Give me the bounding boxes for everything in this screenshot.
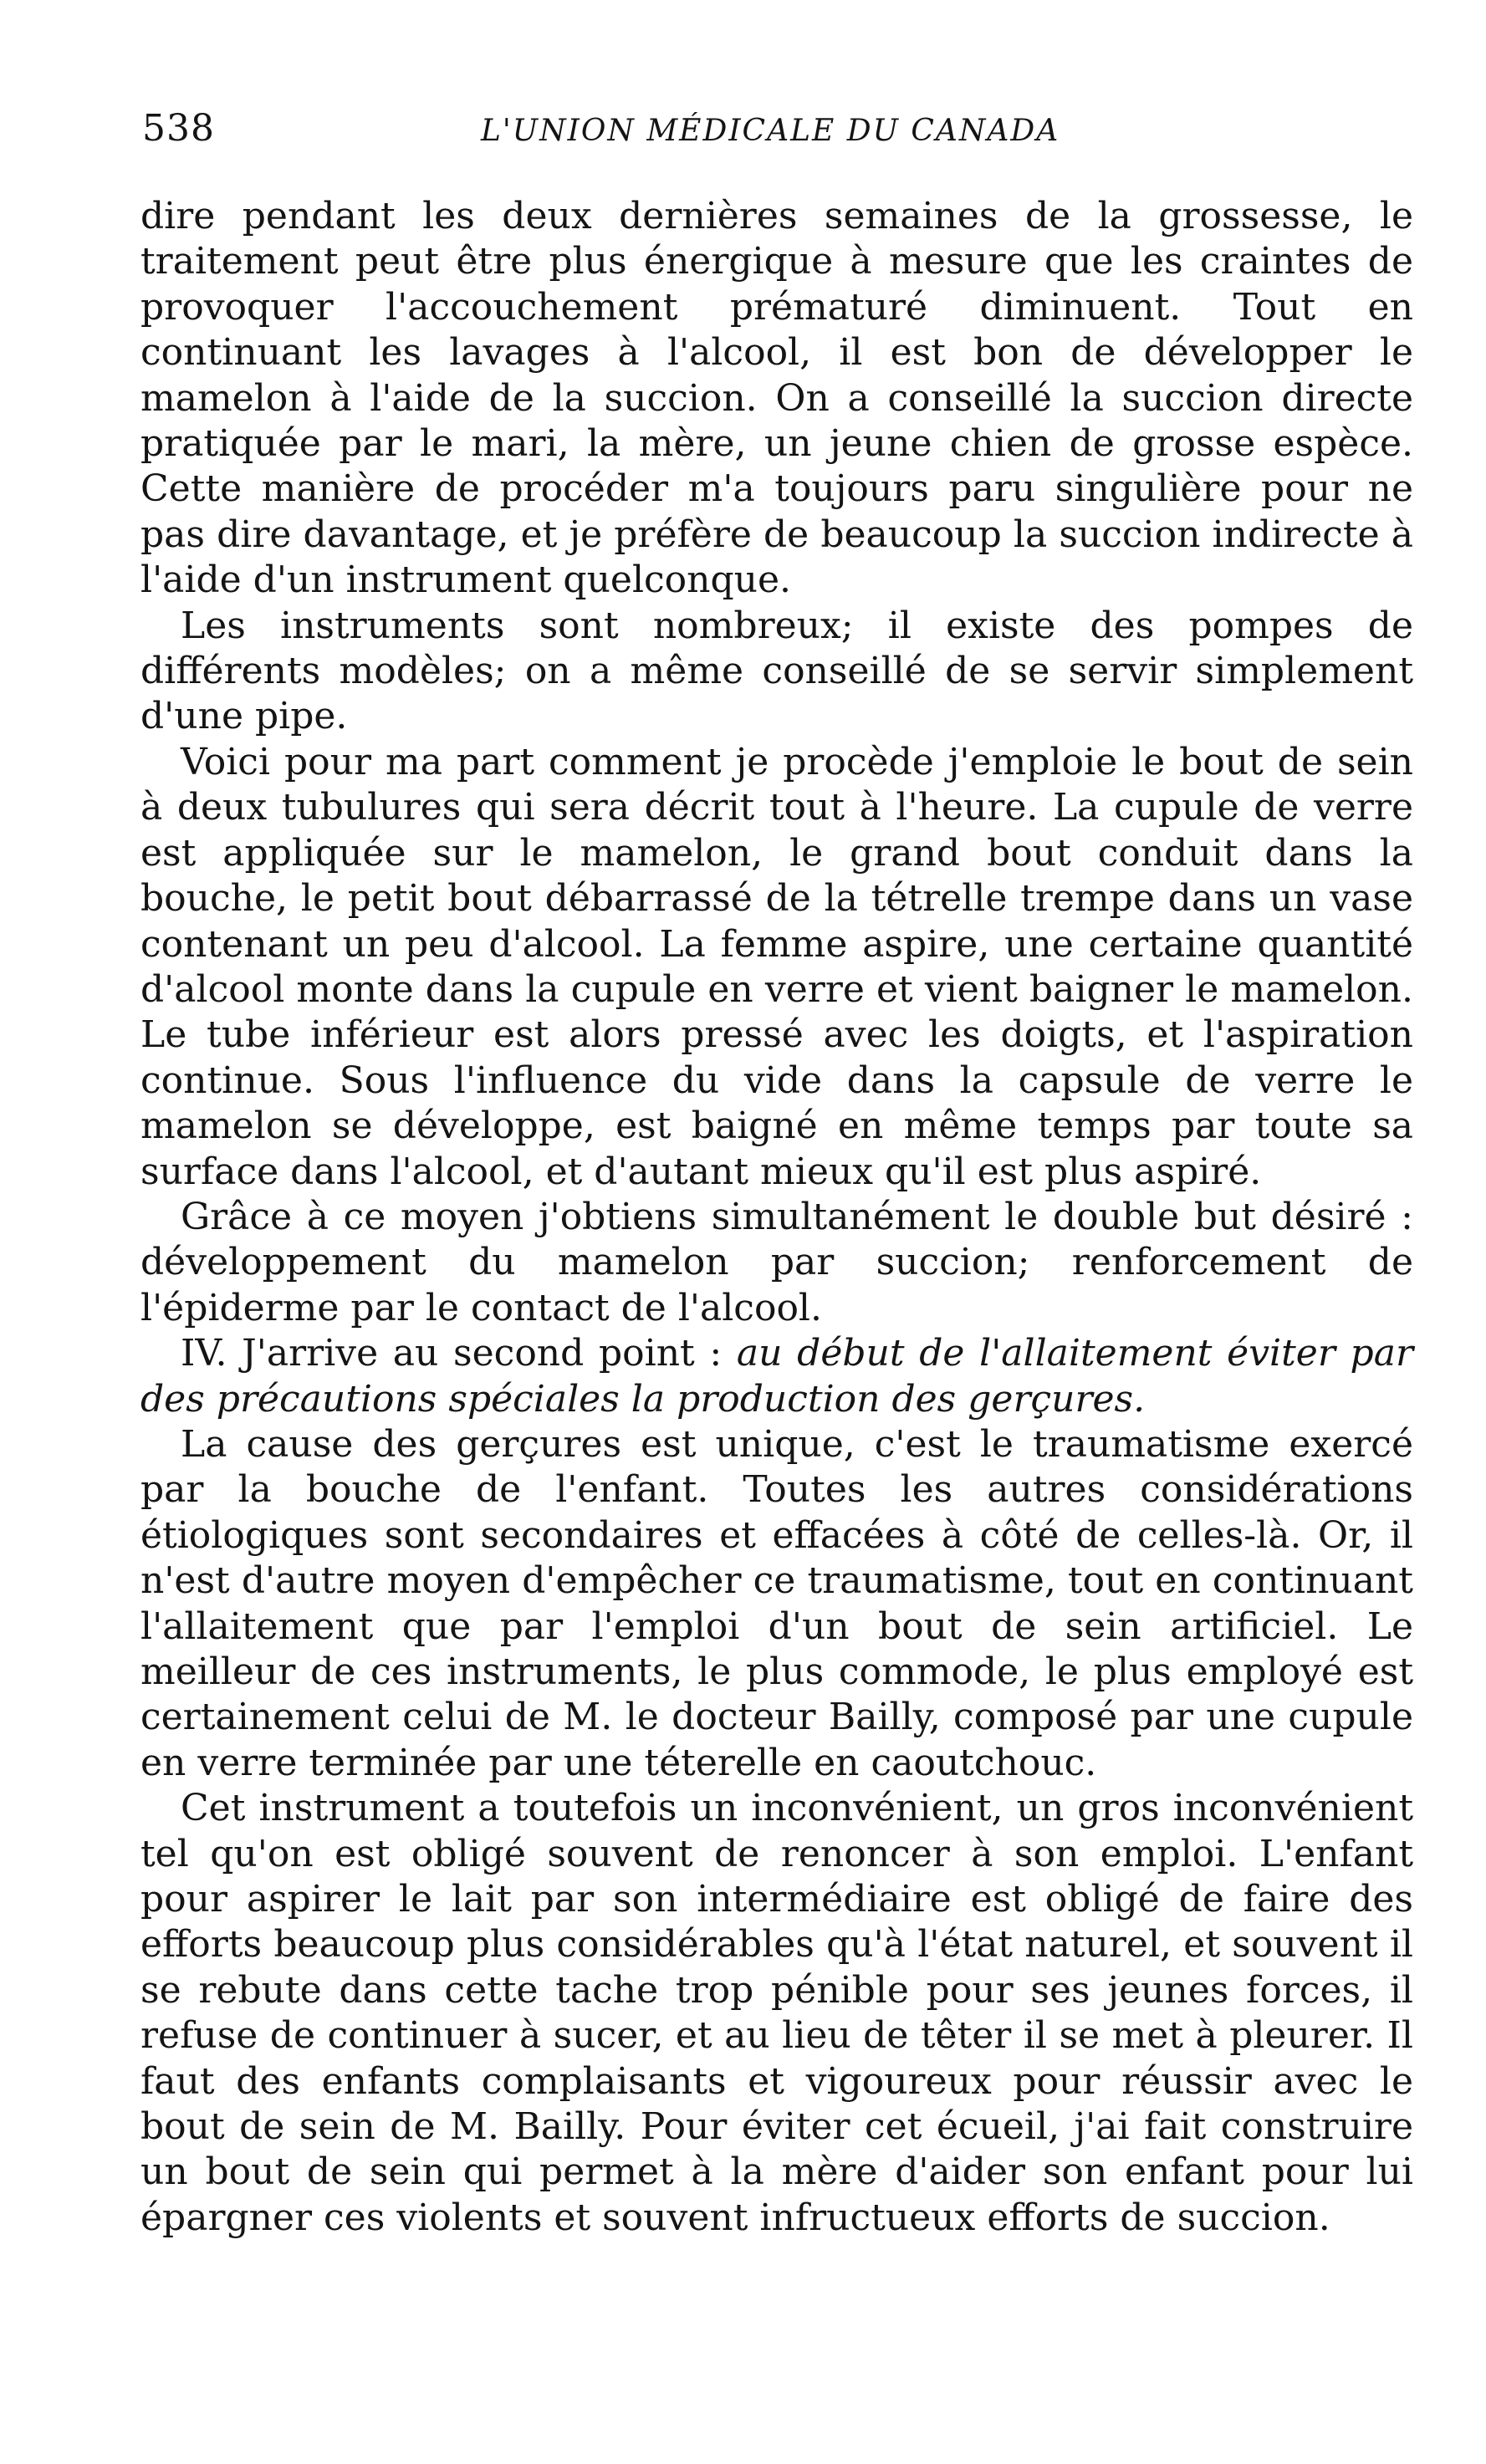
body-text bbox=[140, 194, 1413, 2241]
section-lead: IV. J'arrive au second point : bbox=[181, 1332, 737, 1375]
paragraph-4: Grâce à ce moyen j'obtiens simultanément le double but désiré : développement du mamelon par succion; renforcement de l'épiderme par le contact de l'alcool. bbox=[140, 1195, 1413, 1329]
page-header bbox=[142, 107, 1422, 166]
paragraph-3: Voici pour ma part comment je procède j'emploie le bout de sein à deux tubulures qui sera décrit tout à l'heure. La cupule de verre est appliquée sur le mamelon, le grand bout conduit dans la bouche, le petit bout débarrassé de la tétrelle trempe dans un vase contenant un peu d'alcool. La femme aspire, une certaine quantité d'alcool monte dans la cupule en verre et vient baigner le mamelon. Le tube inférieur est alors pressé avec les doigts, et l'aspiration continue. Sous l'influence du vide dans la capsule de verre le mamelon se développe, est baigné en même temps par toute sa surface dans l'alcool, et d'autant mieux qu'il est plus aspiré. bbox=[140, 740, 1413, 1193]
paragraph-1: dire pendant les deux dernières semaines de la grossesse, le traitement peut être plus énergique à mesure que les craintes de provoquer l'accouchement prématuré diminuent. Tout en continuant les lavages à l'alcool, il est bon de développer le mamelon à l'aide de la succion. On a conseillé la succion directe pratiquée par le mari, la mère, un jeune chien de grosse espèce. Cette manière de procéder m'a toujours paru singulière pour ne pas dire davantage, et je préfère de beaucoup la succion indirecte à l'aide d'un instrument quelconque. bbox=[140, 195, 1413, 602]
running-head: L'UNION MÉDICALE DU CANADA bbox=[481, 114, 1060, 148]
paragraph-6: La cause des gerçures est unique, c'est le traumatisme exercé par la bouche de l'enfant. Toutes les autres considérations étiologiques sont secondaires et effacées à côté de celles-là. Or, il n'est d'autre moyen d'empêcher ce traumatisme, tout en continuant l'allaitement que par l'emploi d'un bout de sein artificiel. Le meilleur de ces instruments, le plus commode, le plus employé est certainement celui de M. le docteur Bailly, composé par une cupule en verre terminée par une téterelle en caoutchouc. bbox=[140, 1422, 1413, 1784]
paragraph-2: Les instruments sont nombreux; il existe des pompes de différents modèles; on a même conseillé de se servir simplement d'une pipe. bbox=[140, 604, 1413, 738]
page-number: 538 bbox=[142, 107, 215, 150]
paragraph-7: Cet instrument a toutefois un inconvénient, un gros inconvénient tel qu'on est obligé souvent de renoncer à son emploi. L'enfant pour aspirer le lait par son intermédiaire est obligé de faire des efforts beaucoup plus considérables qu'à l'état naturel, et souvent il se rebute dans cette tache trop pénible pour ses jeunes forces, il refuse de continuer à sucer, et au lieu de têter il se met à pleurer. Il faut des enfants complaisants et vigoureux pour réussir avec le bout de sein de M. Bailly. Pour éviter cet écueil, j'ai fait construire un bout de sein qui permet à la mère d'aider son enfant pour lui épargner ces violents et souvent infructueux efforts de succion. bbox=[140, 1787, 1413, 2239]
paragraph-5-section-iv bbox=[140, 1331, 1413, 1422]
section-emphasis: au début de l'allaitement éviter par des précautions spéciales la production des gerçures. bbox=[140, 1332, 1413, 1421]
